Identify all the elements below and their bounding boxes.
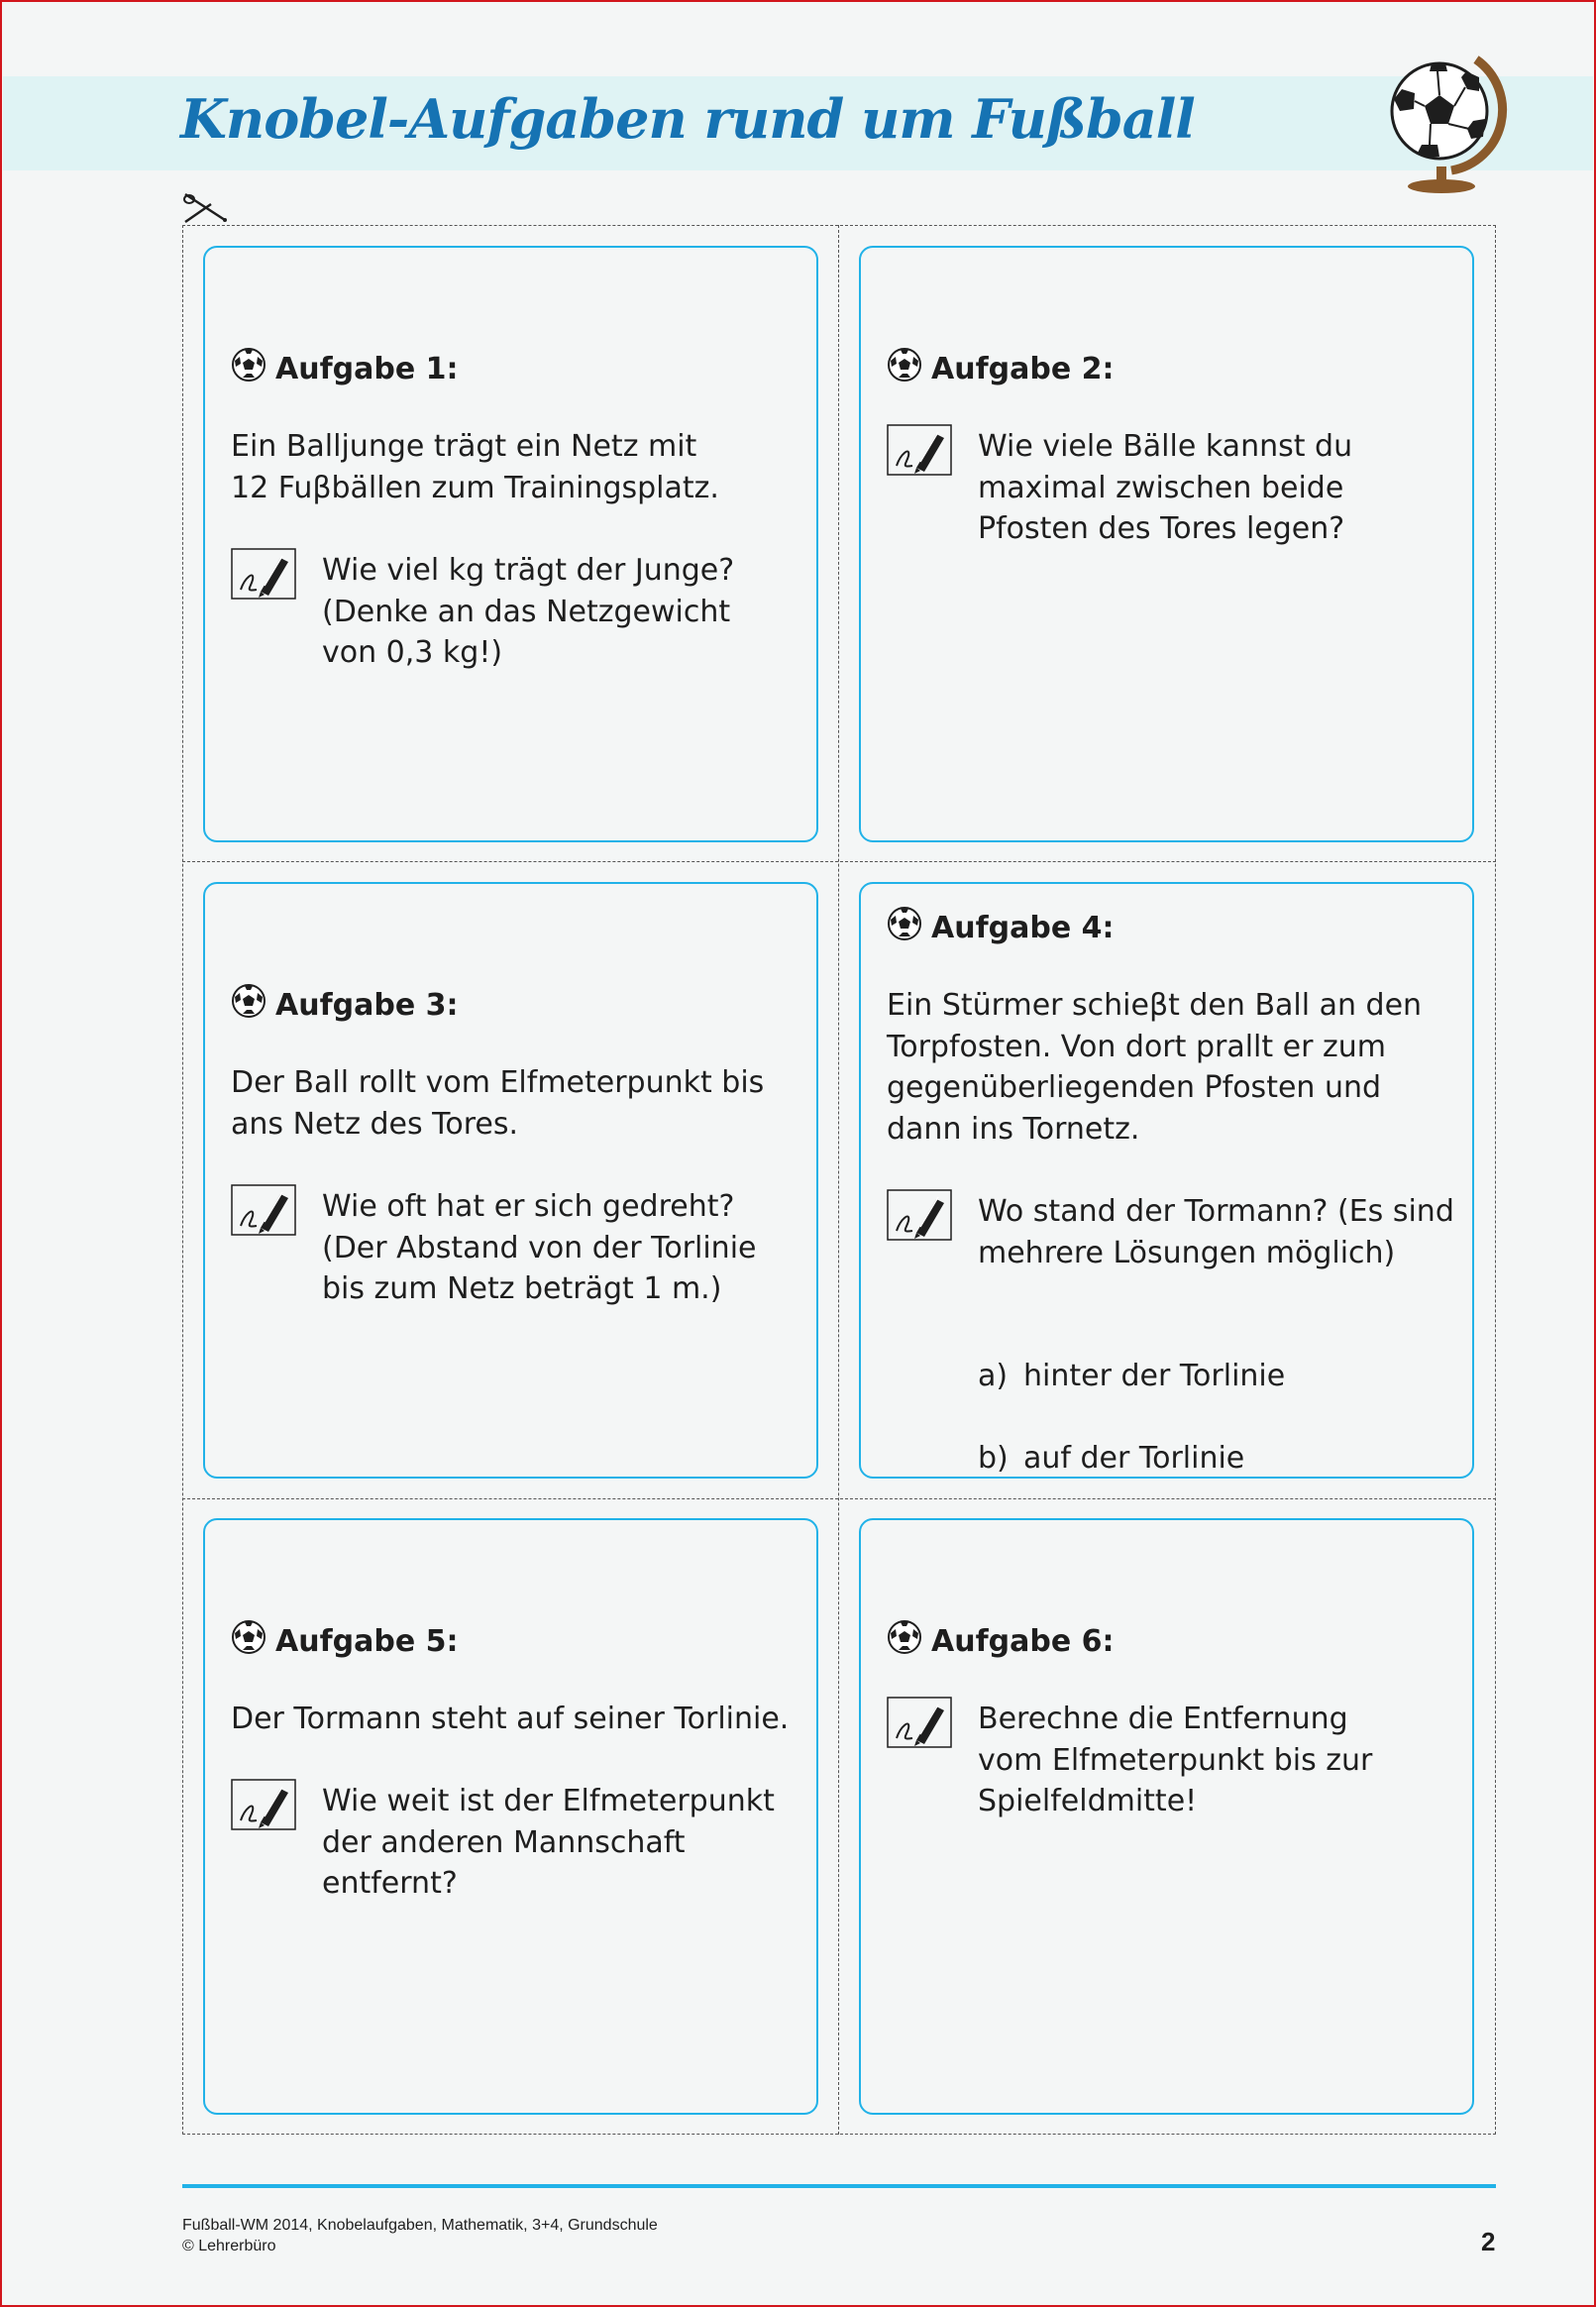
soccer-ball-icon xyxy=(231,347,266,383)
card-title: Aufgabe 1: xyxy=(231,347,458,386)
answer-option: b) auf der Torlinie xyxy=(978,1440,1245,1476)
soccer-ball-icon xyxy=(231,983,266,1019)
soccer-ball-icon xyxy=(887,347,922,383)
soccer-ball-icon xyxy=(887,906,922,941)
card-task-text: Berechne die Entfernung vom Elfmeterpunkt bis zur Spielfeldmitte! xyxy=(978,1702,1373,1818)
card-title: Aufgabe 3: xyxy=(231,983,458,1023)
task-card-1 xyxy=(203,246,818,842)
pencil-writing-icon xyxy=(887,1697,952,1748)
card-title: Aufgabe 4: xyxy=(887,906,1114,945)
answer-option: a) hinter der Torlinie xyxy=(978,1358,1286,1393)
footer-source: Fußball-WM 2014, Knobelaufgaben, Mathematik, 3+4, Grundschule xyxy=(182,2217,658,2234)
card-title: Aufgabe 2: xyxy=(887,347,1114,386)
task-card-3 xyxy=(203,882,818,1479)
pencil-writing-icon xyxy=(231,1779,296,1830)
card-task-text: Wie oft hat er sich gedreht? (Der Abstand von der Torlinie bis zum Netz beträgt 1 m.) xyxy=(322,1189,757,1306)
card-intro-text: Ein Stürmer schieβt den Ball an den Torpfosten. Von dort prallt er zum gegenüberliegenden Pfosten und dann ins Tornetz. xyxy=(887,988,1423,1147)
card-intro-text: Der Tormann steht auf seiner Torlinie. xyxy=(231,1702,790,1736)
soccer-ball-icon xyxy=(231,1619,266,1655)
page-number: 2 xyxy=(1481,2227,1496,2256)
page-title: Knobel-Aufgaben rund um Fußball xyxy=(180,87,1195,151)
soccer-ball-globe-icon xyxy=(1382,50,1511,198)
task-card-5 xyxy=(203,1518,818,2115)
scissors-icon xyxy=(181,190,231,226)
task-card-6 xyxy=(859,1518,1474,2115)
pencil-writing-icon xyxy=(887,424,952,476)
card-title: Aufgabe 5: xyxy=(231,1619,458,1659)
card-title: Aufgabe 6: xyxy=(887,1619,1114,1659)
pencil-writing-icon xyxy=(231,548,296,600)
card-task-text: Wie weit ist der Elfmeterpunkt der anderen Mannschaft entfernt? xyxy=(322,1784,775,1901)
cut-line-vertical xyxy=(838,225,839,2135)
card-intro-text: Der Ball rollt vom Elfmeterpunkt bis ans Netz des Tores. xyxy=(231,1065,765,1142)
card-intro-text: Ein Balljunge trägt ein Netz mit 12 Fuβbällen zum Trainingsplatz. xyxy=(231,429,719,505)
task-card-4 xyxy=(859,882,1474,1479)
footer-credits xyxy=(182,2215,658,2256)
soccer-ball-icon xyxy=(887,1619,922,1655)
footer-divider xyxy=(182,2184,1496,2188)
pencil-writing-icon xyxy=(231,1184,296,1236)
card-task-text: Wo stand der Tormann? (Es sind mehrere Lösungen möglich) xyxy=(978,1194,1454,1270)
cut-line-horizontal xyxy=(182,861,1496,862)
cut-line-horizontal xyxy=(182,1498,1496,1499)
pencil-writing-icon xyxy=(887,1189,952,1241)
card-task-text: Wie viele Bälle kannst du maximal zwischen beide Pfosten des Tores legen? xyxy=(978,429,1353,546)
task-card-2 xyxy=(859,246,1474,842)
card-task-text: Wie viel kg trägt der Junge? (Denke an das Netzgewicht von 0,3 kg!) xyxy=(322,553,735,670)
footer-copyright: © Lehrerbüro xyxy=(182,2238,276,2254)
